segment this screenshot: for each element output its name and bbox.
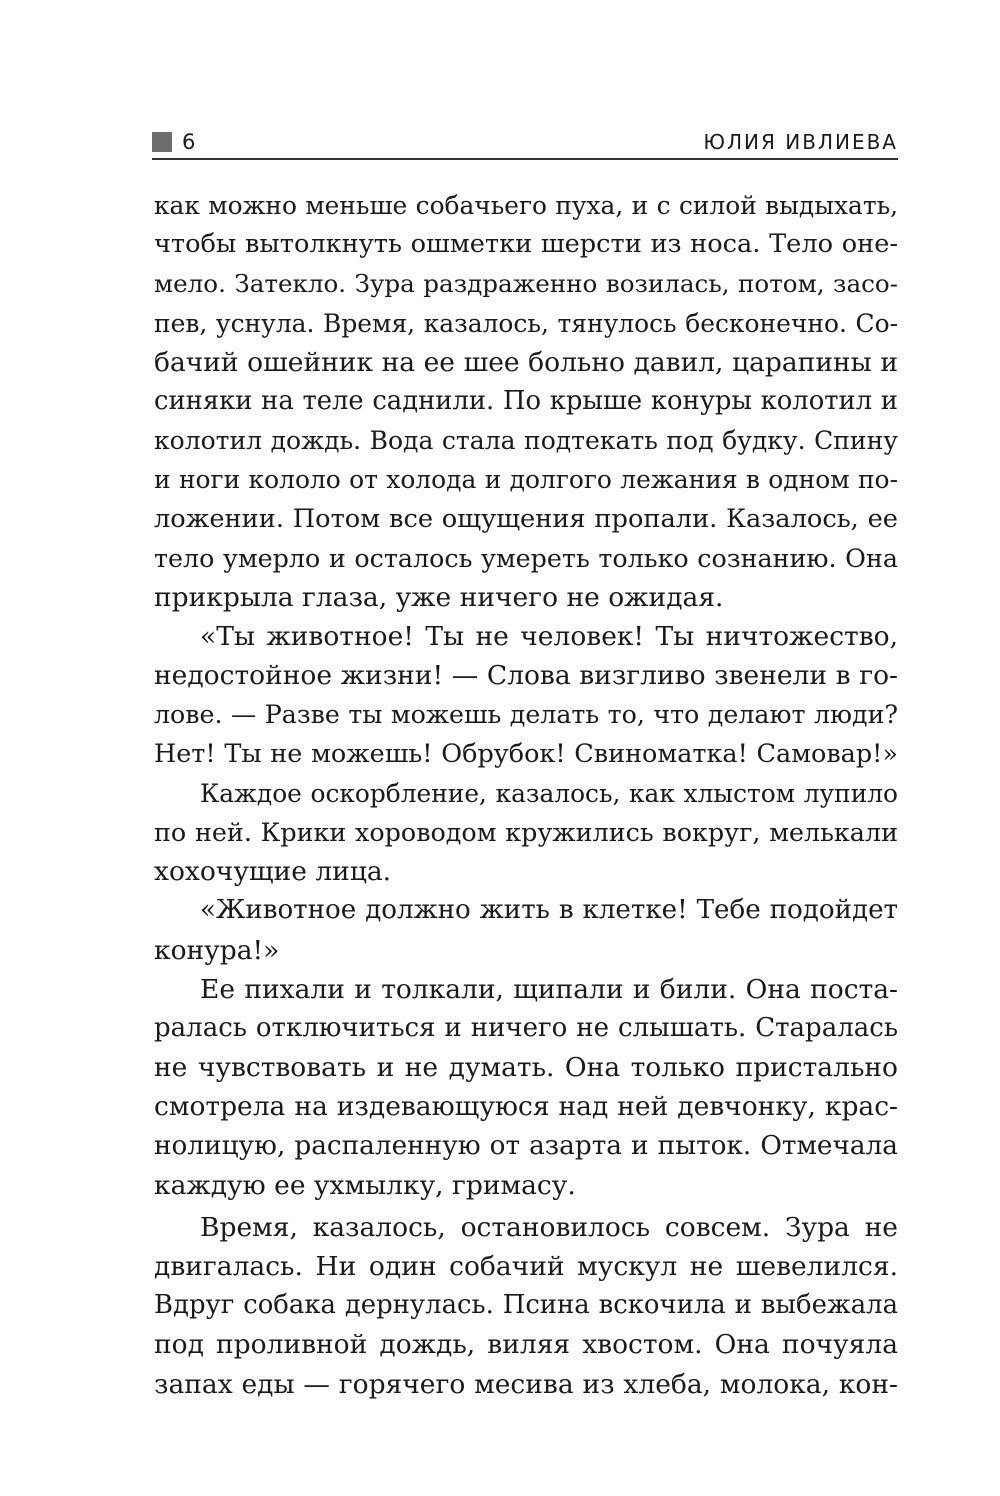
text-line: тело умерло и осталось умереть только сознанию. Она <box>154 542 898 573</box>
text-line: под проливной дождь, виляя хвостом. Она почуяла <box>154 1329 898 1361</box>
text-line: бачий ошейник на ее шее больно давил, царапины и <box>154 346 898 378</box>
text-line: каждую ее ухмылку, гримасу. <box>154 1169 576 1201</box>
text-line: «Животное должно жить в клетке! Тебе подойдет <box>200 895 898 926</box>
text-line: лове. — Разве ты можешь делать то, что делают люди? <box>154 700 898 730</box>
body-text <box>154 186 898 1404</box>
text-line: прикрыла глаза, уже ничего не ожидая. <box>154 581 724 613</box>
text-line: колотил дождь. Вода стала подтекать под будку. Спину <box>154 426 898 456</box>
text-line: Каждое оскорбление, казалось, как хлыстом лупило <box>200 778 898 808</box>
text-line: Вдруг собака дернулась. Псина вскочила и выбежала <box>154 1290 898 1321</box>
text-line: конура!» <box>154 934 280 966</box>
text-line: хохочущие лица. <box>154 856 392 888</box>
text-line: синяки на теле саднили. По крыше конуры колотил и <box>154 385 898 416</box>
text-line: Нет! Ты не можешь! Обрубок! Свиноматка! Самовар!» <box>154 738 898 769</box>
running-header-author: ЮЛИЯ ИВЛИЕВА <box>703 130 898 154</box>
text-line: ложении. Потом все ощущения пропали. Казалось, ее <box>154 503 898 534</box>
text-line: как можно меньше собачьего пуха, и с силой выдыхать, <box>154 191 898 220</box>
text-line: запах еды — горячего месива из хлеба, молока, кон- <box>154 1368 898 1400</box>
text-line: недостойное жизни! — Слова визгливо звенели в го- <box>154 660 898 692</box>
text-line: смотрела на издевающуюся над ней девчонку, крас- <box>154 1091 898 1123</box>
text-line: нолицую, распаленную от азарта и пыток. Отмечала <box>154 1130 898 1161</box>
text-line: ралась отключиться и ничего не слышать. Старалась <box>154 1012 898 1043</box>
header-square-marker <box>152 132 172 152</box>
page-number: 6 <box>182 130 197 154</box>
text-line: мело. Затекло. Зура раздраженно возилась, потом, засо- <box>154 269 898 299</box>
text-line: и ноги кололо от холода и долгого лежания в одном по- <box>154 465 898 495</box>
running-header <box>152 128 898 160</box>
text-line: пев, уснула. Время, казалось, тянулось бесконечно. Со- <box>154 308 898 338</box>
text-line: по ней. Крики хороводом кружились вокруг, мелькали <box>154 817 898 847</box>
text-line: Ее пихали и толкали, щипали и били. Она поста- <box>200 973 898 1005</box>
text-line: «Ты животное! Ты не человек! Ты ничтожество, <box>200 621 898 653</box>
text-line: не чувствовать и не думать. Она только пристально <box>154 1052 898 1084</box>
text-line: чтобы вытолкнуть ошметки шерсти из носа. Тело оне- <box>154 229 898 260</box>
text-line: двигалась. Ни один собачий мускул не шевелился. <box>154 1251 898 1283</box>
text-line: Время, казалось, остановилось совсем. Зура не <box>200 1211 898 1243</box>
